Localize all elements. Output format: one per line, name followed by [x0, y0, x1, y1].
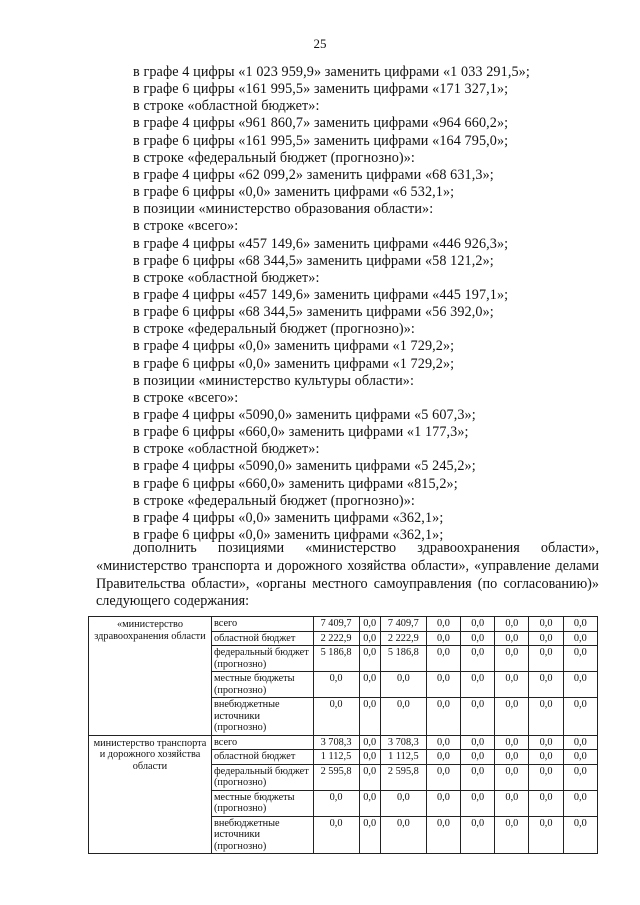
amendment-line: в графе 4 цифры «0,0» заменить цифрами «362,1»; [133, 509, 444, 526]
amendment-line: в графе 4 цифры «62 099,2» заменить цифрами «68 631,3»; [133, 166, 494, 183]
amendment-line: в строке «областной бюджет»: [133, 98, 320, 115]
value-cell: 0,0 [529, 764, 563, 790]
value-cell: 0,0 [461, 698, 495, 736]
value-cell: 0,0 [426, 790, 460, 816]
value-cell: 0,0 [461, 631, 495, 646]
funding-source-cell: областной бюджет [211, 750, 313, 765]
value-cell: 0,0 [380, 698, 426, 736]
funding-source-cell: внебюджетные источники (прогнозно) [211, 698, 313, 736]
value-cell: 0,0 [426, 698, 460, 736]
value-cell: 0,0 [426, 646, 460, 672]
amendment-line: в графе 4 цифры «961 860,7» заменить цифрами «964 660,2»; [133, 115, 509, 132]
value-cell: 0,0 [359, 764, 380, 790]
value-cell: 1 112,5 [313, 750, 359, 765]
value-cell: 0,0 [359, 816, 380, 854]
amendment-line: в графе 6 цифры «68 344,5» заменить цифрами «58 121,2»; [133, 252, 494, 269]
funding-source-cell: внебюджетные источники (прогнозно) [211, 816, 313, 854]
amendment-line: в графе 6 цифры «161 995,5» заменить цифрами «164 795,0»; [133, 132, 509, 149]
value-cell: 0,0 [495, 816, 529, 854]
table-row [89, 617, 598, 632]
value-cell: 0,0 [495, 646, 529, 672]
value-cell: 0,0 [563, 790, 597, 816]
value-cell: 5 186,8 [380, 646, 426, 672]
value-cell: 0,0 [426, 617, 460, 632]
value-cell: 0,0 [426, 672, 460, 698]
value-cell: 0,0 [426, 631, 460, 646]
funding-source-cell: всего [211, 617, 313, 632]
value-cell: 0,0 [529, 646, 563, 672]
value-cell: 0,0 [359, 790, 380, 816]
value-cell: 0,0 [529, 631, 563, 646]
value-cell: 0,0 [426, 816, 460, 854]
value-cell: 0,0 [461, 646, 495, 672]
amendment-line: в графе 6 цифры «0,0» заменить цифрами «6 532,1»; [133, 184, 455, 201]
value-cell: 0,0 [461, 750, 495, 765]
value-cell: 0,0 [495, 617, 529, 632]
value-cell: 0,0 [461, 790, 495, 816]
funding-source-cell: местные бюджеты (прогнозно) [211, 672, 313, 698]
authority-cell: «министерство здравоохранения области [89, 617, 212, 736]
value-cell: 7 409,7 [313, 617, 359, 632]
funding-source-cell: всего [211, 735, 313, 750]
addition-paragraph [96, 540, 599, 611]
value-cell: 0,0 [563, 672, 597, 698]
value-cell: 0,0 [359, 735, 380, 750]
amendment-line: в графе 4 цифры «5090,0» заменить цифрами «5 607,3»; [133, 407, 476, 423]
value-cell: 0,0 [426, 764, 460, 790]
value-cell: 0,0 [461, 617, 495, 632]
value-cell: 7 409,7 [380, 617, 426, 632]
amendment-line: в позиции «министерство образования области»: [133, 201, 434, 218]
value-cell: 5 186,8 [313, 646, 359, 672]
value-cell: 2 595,8 [313, 764, 359, 790]
amendment-line: в графе 4 цифры «457 149,6» заменить цифрами «446 926,3»; [133, 235, 509, 252]
amendment-line: в графе 4 цифры «457 149,6» заменить цифрами «445 197,1»; [133, 286, 509, 303]
amendment-line: в графе 6 цифры «660,0» заменить цифрами «1 177,3»; [133, 424, 469, 441]
amendment-line: в строке «федеральный бюджет (прогнозно)»: [133, 321, 415, 338]
amendment-line: в графе 4 цифры «5090,0» заменить цифрами «5 245,2»; [133, 458, 476, 475]
amendment-line: в строке «областной бюджет»: [133, 441, 320, 458]
value-cell: 0,0 [380, 790, 426, 816]
value-cell: 0,0 [461, 735, 495, 750]
value-cell: 0,0 [359, 672, 380, 698]
value-cell: 2 595,8 [380, 764, 426, 790]
value-cell: 0,0 [495, 750, 529, 765]
amendment-line: в строке «федеральный бюджет (прогнозно)»: [133, 492, 415, 509]
value-cell: 0,0 [495, 790, 529, 816]
value-cell: 0,0 [563, 764, 597, 790]
value-cell: 0,0 [529, 735, 563, 750]
funding-source-cell: местные бюджеты (прогнозно) [211, 790, 313, 816]
value-cell: 3 708,3 [313, 735, 359, 750]
table-row [89, 735, 598, 750]
value-cell: 0,0 [495, 631, 529, 646]
amendment-line: в графе 6 цифры «68 344,5» заменить цифрами «56 392,0»; [133, 304, 494, 321]
value-cell: 0,0 [313, 790, 359, 816]
value-cell: 0,0 [426, 750, 460, 765]
value-cell: 0,0 [495, 672, 529, 698]
amendment-line: в строке «федеральный бюджет (прогнозно)»: [133, 149, 415, 166]
authority-cell: министерство транспорта и дорожного хозяйства области [89, 735, 212, 854]
funding-source-cell: областной бюджет [211, 631, 313, 646]
value-cell: 0,0 [461, 672, 495, 698]
value-cell: 0,0 [313, 816, 359, 854]
amendment-line: в строке «всего»: [133, 218, 239, 235]
funding-source-cell: федеральный бюджет (прогнозно) [211, 646, 313, 672]
value-cell: 0,0 [529, 816, 563, 854]
page-number: 25 [313, 36, 327, 51]
value-cell: 0,0 [495, 735, 529, 750]
value-cell: 0,0 [313, 698, 359, 736]
value-cell: 0,0 [495, 698, 529, 736]
value-cell: 0,0 [359, 631, 380, 646]
value-cell: 0,0 [563, 631, 597, 646]
value-cell: 0,0 [461, 764, 495, 790]
value-cell: 0,0 [563, 646, 597, 672]
amendment-line: в графе 4 цифры «0,0» заменить цифрами «1 729,2»; [133, 338, 455, 355]
value-cell: 0,0 [563, 735, 597, 750]
value-cell: 2 222,9 [380, 631, 426, 646]
value-cell: 0,0 [529, 698, 563, 736]
amendment-line: в позиции «министерство культуры области»: [133, 372, 415, 389]
amendment-line: в графе 6 цифры «660,0» заменить цифрами «815,2»; [133, 475, 458, 492]
value-cell: 0,0 [563, 617, 597, 632]
value-cell: 0,0 [563, 750, 597, 765]
addition-paragraph-text: дополнить позициями «министерство здравоохранения области», «министерство транспорта и дорожного хозяйства области», «управление делами Правительства области», «органы местного самоуправления (по согласованию)» следующего содержания: [96, 540, 599, 610]
amendment-line: в графе 4 цифры «1 023 959,9» заменить цифрами «1 033 291,5»; [133, 64, 530, 80]
value-cell: 0,0 [380, 816, 426, 854]
value-cell: 0,0 [359, 750, 380, 765]
amendment-line: в графе 6 цифры «0,0» заменить цифрами «1 729,2»; [133, 355, 455, 372]
funding-source-cell: федеральный бюджет (прогнозно) [211, 764, 313, 790]
value-cell: 2 222,9 [313, 631, 359, 646]
value-cell: 0,0 [529, 750, 563, 765]
value-cell: 0,0 [563, 698, 597, 736]
value-cell: 0,0 [495, 764, 529, 790]
value-cell: 0,0 [461, 816, 495, 854]
amendment-line: в графе 6 цифры «0,0» заменить цифрами «362,1»; [133, 527, 444, 544]
value-cell: 0,0 [426, 735, 460, 750]
value-cell: 0,0 [359, 617, 380, 632]
value-cell: 0,0 [529, 790, 563, 816]
value-cell: 0,0 [529, 617, 563, 632]
value-cell: 0,0 [313, 672, 359, 698]
amendment-line: в строке «всего»: [133, 389, 239, 406]
amendment-line: в строке «областной бюджет»: [133, 269, 320, 286]
value-cell: 3 708,3 [380, 735, 426, 750]
value-cell: 0,0 [380, 672, 426, 698]
amendment-line: в графе 6 цифры «161 995,5» заменить цифрами «171 327,1»; [133, 81, 509, 98]
value-cell: 0,0 [359, 698, 380, 736]
value-cell: 0,0 [359, 646, 380, 672]
value-cell: 0,0 [563, 816, 597, 854]
value-cell: 1 112,5 [380, 750, 426, 765]
value-cell: 0,0 [529, 672, 563, 698]
budget-table [88, 616, 598, 854]
